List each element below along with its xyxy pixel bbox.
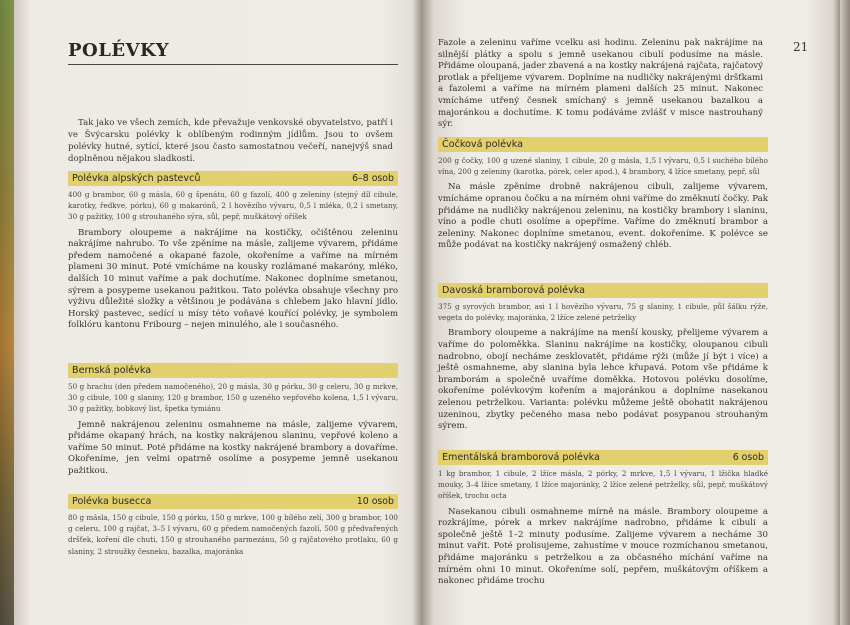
left-page <box>0 0 422 625</box>
recipe-servings: 6 osob <box>732 452 764 463</box>
recipe-servings: 10 osob <box>356 496 394 507</box>
recipe-emmental <box>438 450 768 588</box>
recipe-title: Čočková polévka <box>442 139 524 150</box>
recipe-title: Polévka busecca <box>72 496 152 507</box>
recipe-heading <box>68 363 398 378</box>
recipe-title: Davoská bramborová polévka <box>442 285 586 296</box>
recipe-ingredients: 375 g syrových brambor, asi 1 l hovězího vývaru, 75 g slaniny, 1 cibule, půl šálku rýže, vegeta do polévky, majoránka, 2 lžíce zelené petrželky <box>438 302 768 323</box>
recipe-ingredients: 200 g čočky, 100 g uzené slaniny, 1 cibule, 20 g másla, 1,5 l vývaru, 0,5 l suchého bílého vína, 200 g zeleniny (karotka, pórek, celer apod.), 4 brambory, 4 lžíce smetany, pepř, sůl <box>438 156 768 177</box>
page-number: 21 <box>793 40 809 54</box>
recipe-title: Ementálská bramborová polévka <box>442 452 600 463</box>
recipe-davos <box>438 283 768 433</box>
recipe-ingredients: 400 g brambor, 60 g másla, 60 g špenátu, 60 g fazolí, 400 g zeleniny (stejný díl cibule, karotky, ředkve, pórku), 60 g makarónů, 2 l hovězího vývaru, 0,5 l mléka, 0,2 l smetany, 30 g pažitky, 100 g strouhaného sýra, sůl, pepř, muškátový oříšek <box>68 190 398 222</box>
busecca-continuation <box>438 38 763 131</box>
recipe-method: Na másle zpěníme drobně nakrájenou cibuli, zalijeme vývarem, vmícháme opranou čočku a na mírném ohni vaříme do změknutí čočky. Pak přidáme na nudličky nakrájenou zeleninu, na kostičky brambory i slaninu, víno a podle chuti osolíme a opepříme. Vaříme do změknutí brambor a zeleniny. Nakonec doplníme smetanou, event. dokořeníme. K polévce se může podávat na kostičky nakrájený osmažený chléb. <box>438 182 768 251</box>
recipe-heading <box>438 450 768 465</box>
recipe-heading <box>438 137 768 152</box>
recipe-ingredients: 50 g hrachu (den předem namočeného), 20 g másla, 30 g pórku, 30 g celeru, 30 g mrkve, 30 g cibule, 100 g slaniny, 120 g brambor, 150 g uzeného vepřového kolena, 1,5 l vývaru, 30 g pažitky, bobkový list, špetka tymiánu <box>68 382 398 414</box>
recipe-heading <box>438 283 768 298</box>
recipe-lentil <box>438 137 768 252</box>
recipe-ingredients: 1 kg brambor, 1 cibule, 2 lžíce másla, 2 pórky, 2 mrkve, 1,5 l vývaru, 1 lžička hladké mouky, 3–4 lžíce smetany, 1 lžíce majoránky, 2 lžíce zelené petrželky, sůl, pepř, muškátový oříšek, trochu octa <box>438 469 768 501</box>
intro-paragraph: Tak jako ve všech zemích, kde převažuje venkovské obyvatelstvo, patří i ve Švýcarsku polévky k oblíbeným rodinným jídlům. Jsou to ovšem polévky hutné, sytící, které jsou často samostatnou večeří, nanejvýš snad doplněnou nějakou sladkostí. <box>68 118 393 164</box>
recipe-heading <box>68 494 398 509</box>
chapter-title: POLÉVKY <box>68 40 398 65</box>
recipe-method: Jemně nakrájenou zeleninu osmahneme na másle, zalijeme vývarem, přidáme okapaný hrách, na kostky nakrájenou slaninu, vepřové koleno a vaříme 50 minut. Poté přidáme na kostky nakrájené brambory a dovaříme. Okořeníme, jen velmi opatrně osolíme a posypeme jemně usekanou pažitkou. <box>68 419 398 476</box>
recipe-bern <box>68 363 398 478</box>
recipe-busecca <box>68 494 398 557</box>
recipe-alpine <box>68 171 398 332</box>
recipe-ingredients: 80 g másla, 150 g cibule, 150 g pórku, 150 g mrkve, 100 g bílého zelí, 300 g brambor, 100 g celeru, 100 g rajčat, 3–5 l vývaru, 60 g předem namočených fazolí, 500 g předvařených dršťek, koření dle chuti, 150 g strouhaného parmezánu, 50 g rajčatového protlaku, 60 g slaniny, 2 stroužky česneku, bazalka, majoránka <box>68 513 398 556</box>
recipe-method: Brambory oloupeme a nakrájíme na kostičky, očištěnou zeleninu nakrájíme nahrubo. To vše zpěníme na másle, zalijeme vývarem, přidáme předem namočené a okapané fazole, okořeníme a vaříme na mírném plameni 30 minut. Poté vmícháme na kousky rozlámané makaróny, mléko, dalších 10 minut vaříme a pak dochutíme. Nakonec doplníme smetanou, sýrem a posypeme usekanou pažitkou. Tato polévka obsahuje všechny pro výživu důležité složky a většinou je podávána s chlebem jako hlavní jídlo. Horský pastevec, sedící u mísy této voňavé kouřící polévky, je symbolem folklóru kantonu Fribourg – nejen minulého, ale i současného. <box>68 227 398 331</box>
recipe-title: Bernská polévka <box>72 365 152 376</box>
recipe-heading <box>68 171 398 186</box>
continuation-paragraph: Fazole a zeleninu vaříme vcelku asi hodinu. Zeleninu pak nakrájíme na silnější plátky a spolu s jemně usekanou cibulí podusíme na másle. Přidáme oloupaná, jader zbavená a na kostky nakrájená rajčata, rajčatový protlak a přelijeme vývarem. Doplníme na nudličky nakrájenými dršťkami a fazolemi a vaříme na mírném plameni dalších 25 minut. Nakonec vmícháme utřený česnek smíchaný s jemně usekanou bazalkou a majoránkou a dochutíme. K tomu podáváme zvlášť v misce nastrouhaný sýr. <box>438 38 763 130</box>
recipe-title: Polévka alpských pastevců <box>72 173 201 184</box>
recipe-servings: 6–8 osob <box>352 173 394 184</box>
book-page-edge <box>840 0 850 625</box>
recipe-method: Nasekanou cibuli osmahneme mírně na másle. Brambory oloupeme a rozkrájíme, pórek a mrkev nakrájíme nadrobno, přidáme k cibuli a společně ještě 1–2 minuty podusíme. Zalijeme vývarem a necháme 30 minut vařit. Poté prolisujeme, zahustíme v moucе rozmíchanou smetanou, přidáme majoránku s petrželkou a za občasného míchání vaříme na mírném ohni 10 minut. Okořeníme solí, pepřem, muškátovým oříškem a nakonec přidáme trochu <box>438 506 768 587</box>
recipe-method: Brambory oloupeme a nakrájíme na menší kousky, přelijeme vývarem a vaříme do poloměkka. Slaninu nakrájíme na kostičky, oloupanou cibuli nadrobno, obojí necháme zesklovatět, přidáme rýži (může jí být i více) a ještě osmahneme, aby slanina byla lehce křupavá. Potom vše přidáme k bramborám a společně uvaříme doměkka. Hotovou polévku dosolíme, okořeníme polévkovým kořením a majoránkou a doplníme nasekanou zelenou petrželkou. Varianta: polévku můžeme ještě obohatit nakrájenou uzeninou, zbytky pečeného masa nebo podávat posypanou strouhaným sýrem. <box>438 328 768 432</box>
